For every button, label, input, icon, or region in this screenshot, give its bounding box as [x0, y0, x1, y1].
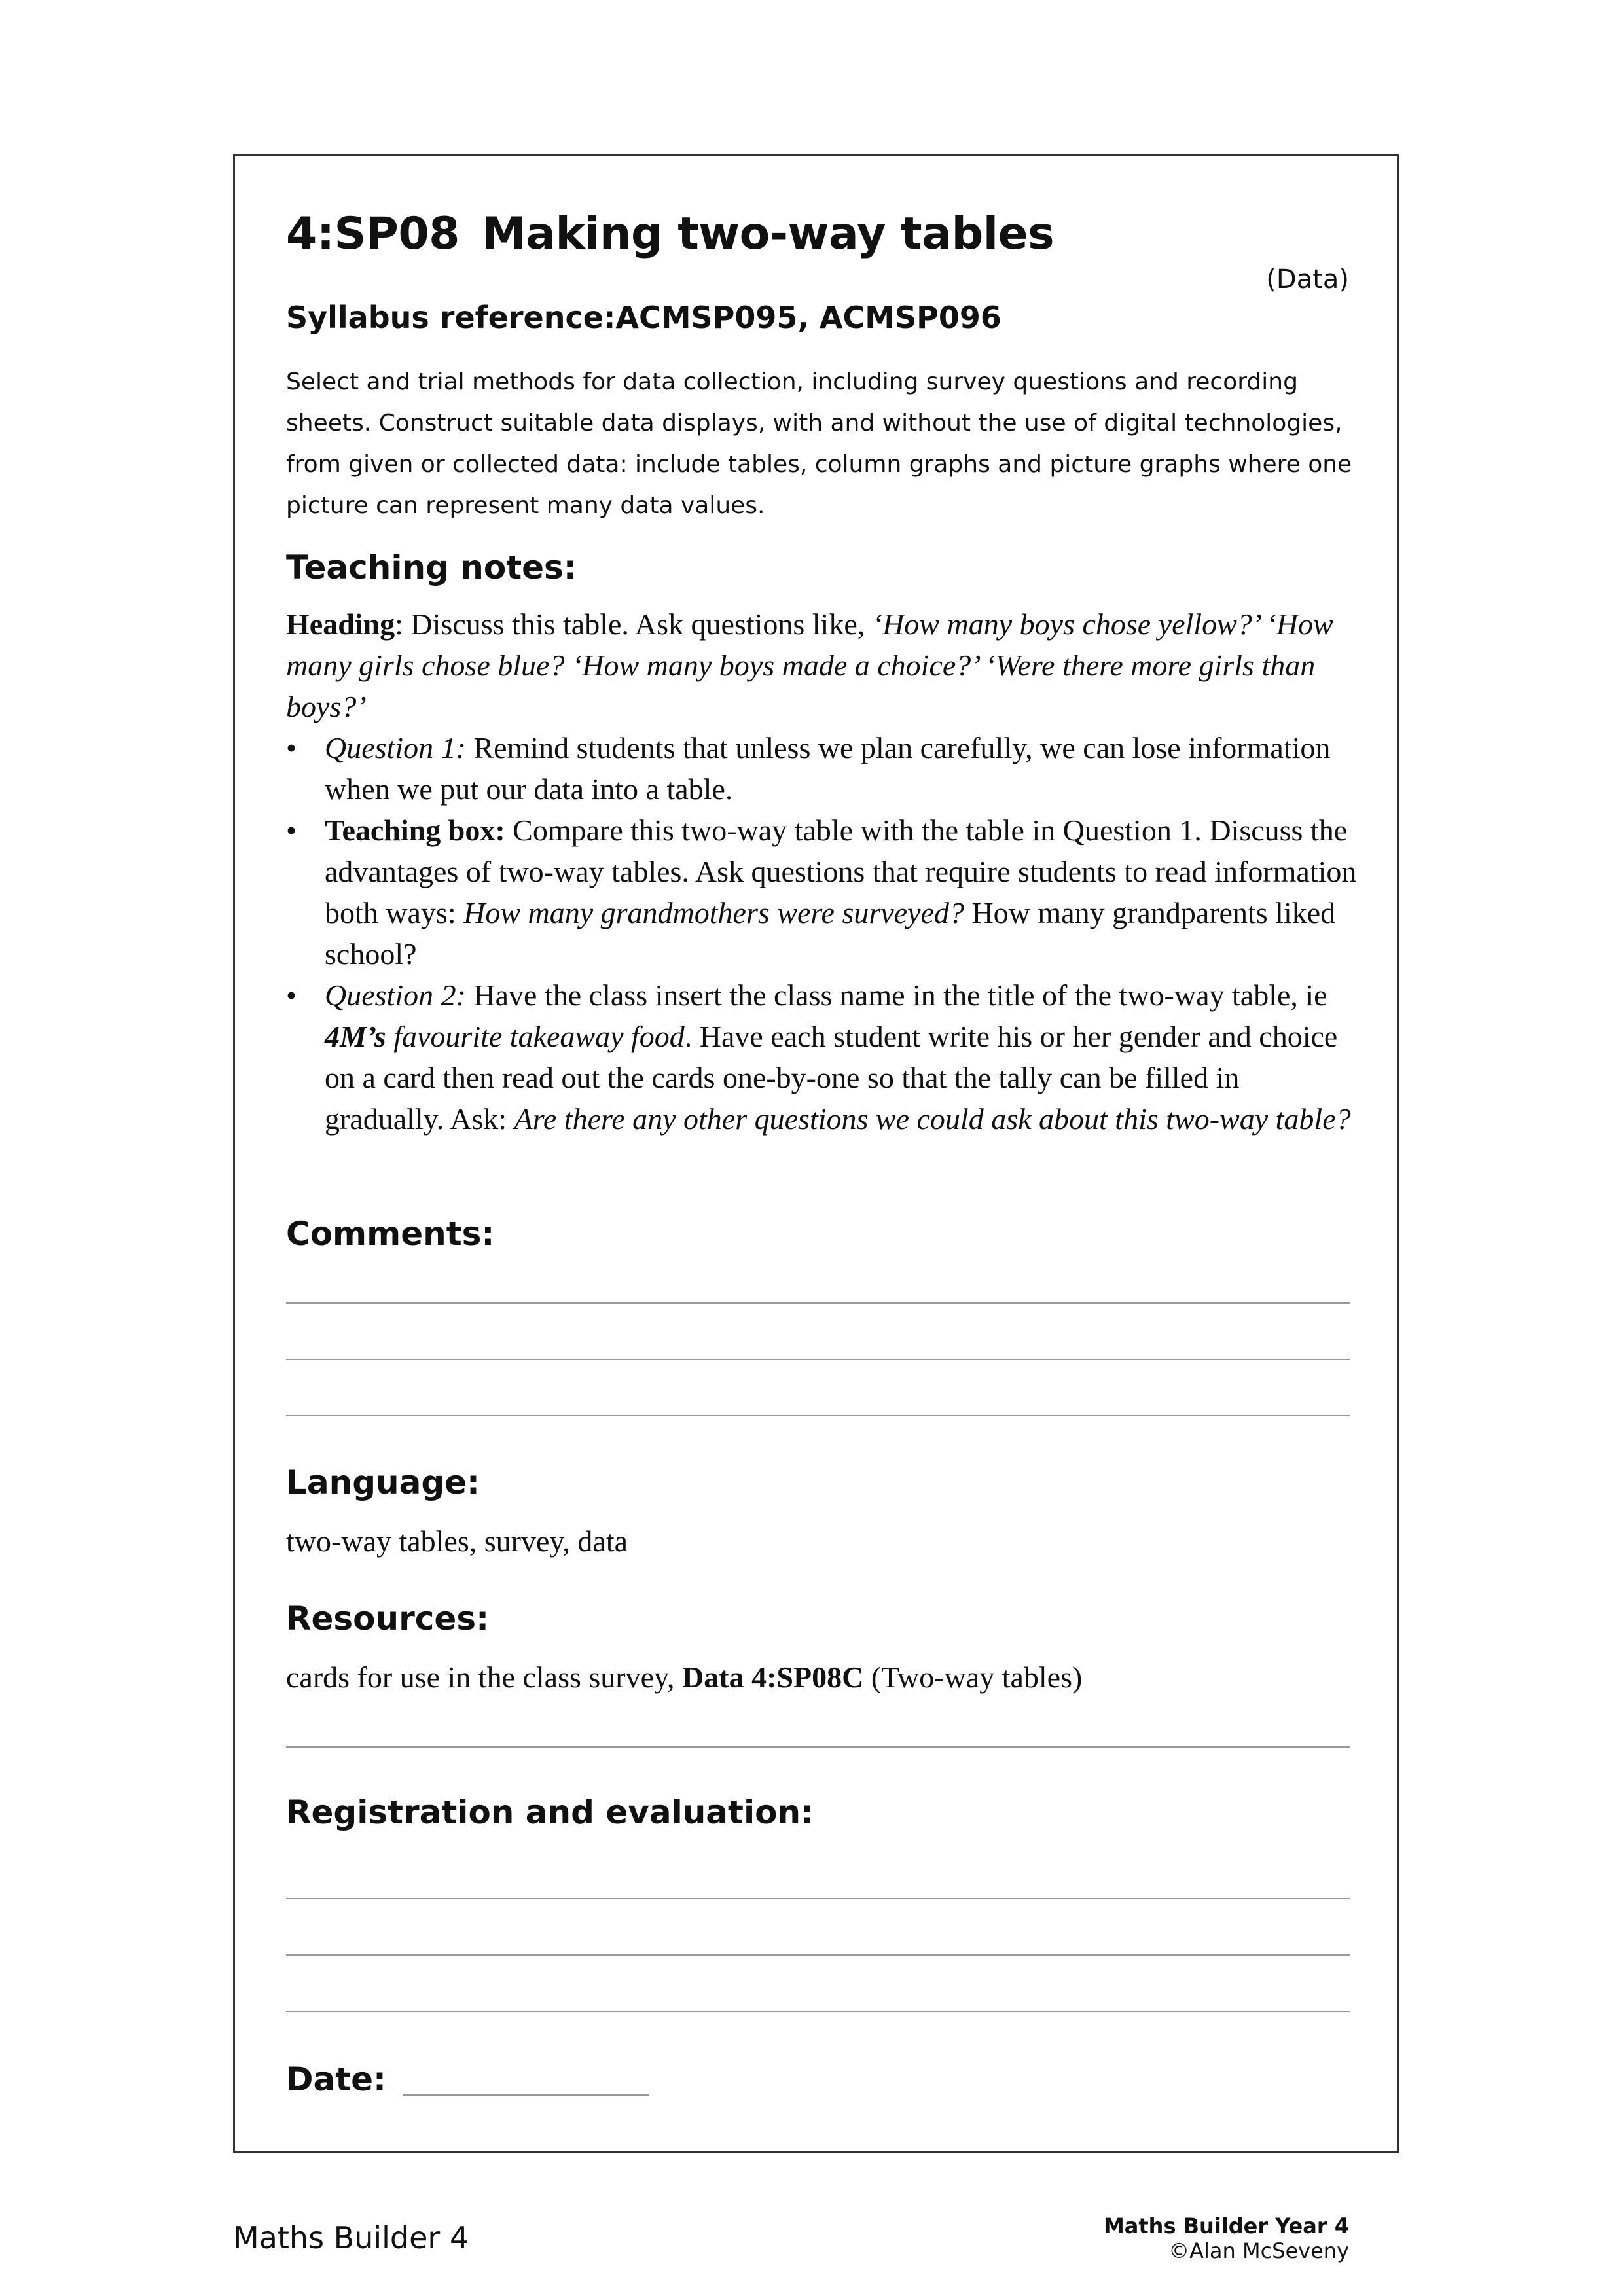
notes-intro [286, 603, 1360, 727]
box-text-2: How many grandparents liked school? [325, 896, 1336, 971]
list-item [286, 975, 1360, 1139]
syllabus-description: Select and trial methods for data collection, including survey questions and recording sheets. Construct suitable data displays, with and without the use of digital technologies, from given or collected data: include tables, column graphs and picture graphs where one picture can represent many data values. [286, 368, 1352, 519]
q2-label: Question 2: [325, 978, 466, 1012]
q1-label: Question 1: [325, 731, 466, 764]
comment-line [286, 1415, 1350, 1416]
box-question: How many grandmothers were surveyed? [463, 896, 964, 929]
resources-text-start: cards for use in the class survey, [286, 1660, 683, 1694]
comment-line [286, 1302, 1350, 1304]
syllabus-reference: Syllabus reference:ACMSP095, ACMSP096 [286, 300, 1001, 335]
teaching-notes-heading: Teaching notes: [286, 548, 577, 586]
list-item [286, 727, 1360, 810]
footer-right [1104, 2214, 1349, 2263]
lesson-title: Making two-way tables [481, 208, 1055, 260]
resources-text-end: (Two-way tables) [863, 1660, 1083, 1694]
registration-line [286, 2011, 1350, 2012]
comments-heading: Comments: [286, 1215, 495, 1253]
footer-copyright: ©Alan McSeveny [1168, 2238, 1349, 2263]
registration-heading: Registration and evaluation: [286, 1793, 814, 1831]
list-item [286, 810, 1360, 975]
registration-line [286, 1898, 1350, 1899]
q2-class-name: 4M’s [325, 1020, 386, 1053]
intro-text: : Discuss this table. Ask questions like, [395, 607, 873, 641]
lesson-code: 4:SP08 [286, 208, 460, 260]
box-text: Compare this two-way table with the table in Question 1. Discuss the advantages of two-way tables. Ask questions that require students to read information both ways: [325, 814, 1357, 929]
resources-heading: Resources: [286, 1600, 490, 1638]
q2-question: Are there any other questions we could ask about this two-way table? [514, 1102, 1351, 1136]
footer-book-title: Maths Builder Year 4 [1103, 2214, 1349, 2238]
resources-line [286, 1746, 1350, 1748]
date-line [403, 2094, 649, 2096]
q2-text: Have the class insert the class name in the title of the two-way table, ie [465, 978, 1327, 1012]
box-label: Teaching box: [325, 814, 505, 847]
date-label: Date: [286, 2060, 387, 2098]
language-text: two-way tables, survey, data [286, 1524, 628, 1558]
resources-reference: Data 4:SP08C [682, 1660, 864, 1694]
intro-questions: ‘How many boys chose yellow?’ ‘How many girls chose blue? ‘How many boys made a choice?’ ‘Were there more girls than boys?’ [286, 607, 1333, 723]
q2-table-title: favourite takeaway food [386, 1020, 685, 1053]
q2-text-2: . Have each student write his or her gender and choice on a card then read out the cards one-by-one so that the tally can be filled in gradually. Ask: [325, 1020, 1338, 1136]
footer-left: Maths Builder 4 [233, 2220, 469, 2255]
teaching-notes [286, 603, 1360, 1139]
language-heading: Language: [286, 1463, 480, 1501]
comment-line [286, 1359, 1350, 1360]
resources-text [286, 1660, 1082, 1695]
q1-text: Remind students that unless we plan carefully, we can lose information when we put our data into a table. [325, 731, 1331, 806]
page-title [286, 208, 1054, 260]
intro-label: Heading [286, 607, 395, 641]
registration-line [286, 1954, 1350, 1956]
strand-label: (Data) [1266, 264, 1349, 295]
notes-list [286, 727, 1360, 1139]
